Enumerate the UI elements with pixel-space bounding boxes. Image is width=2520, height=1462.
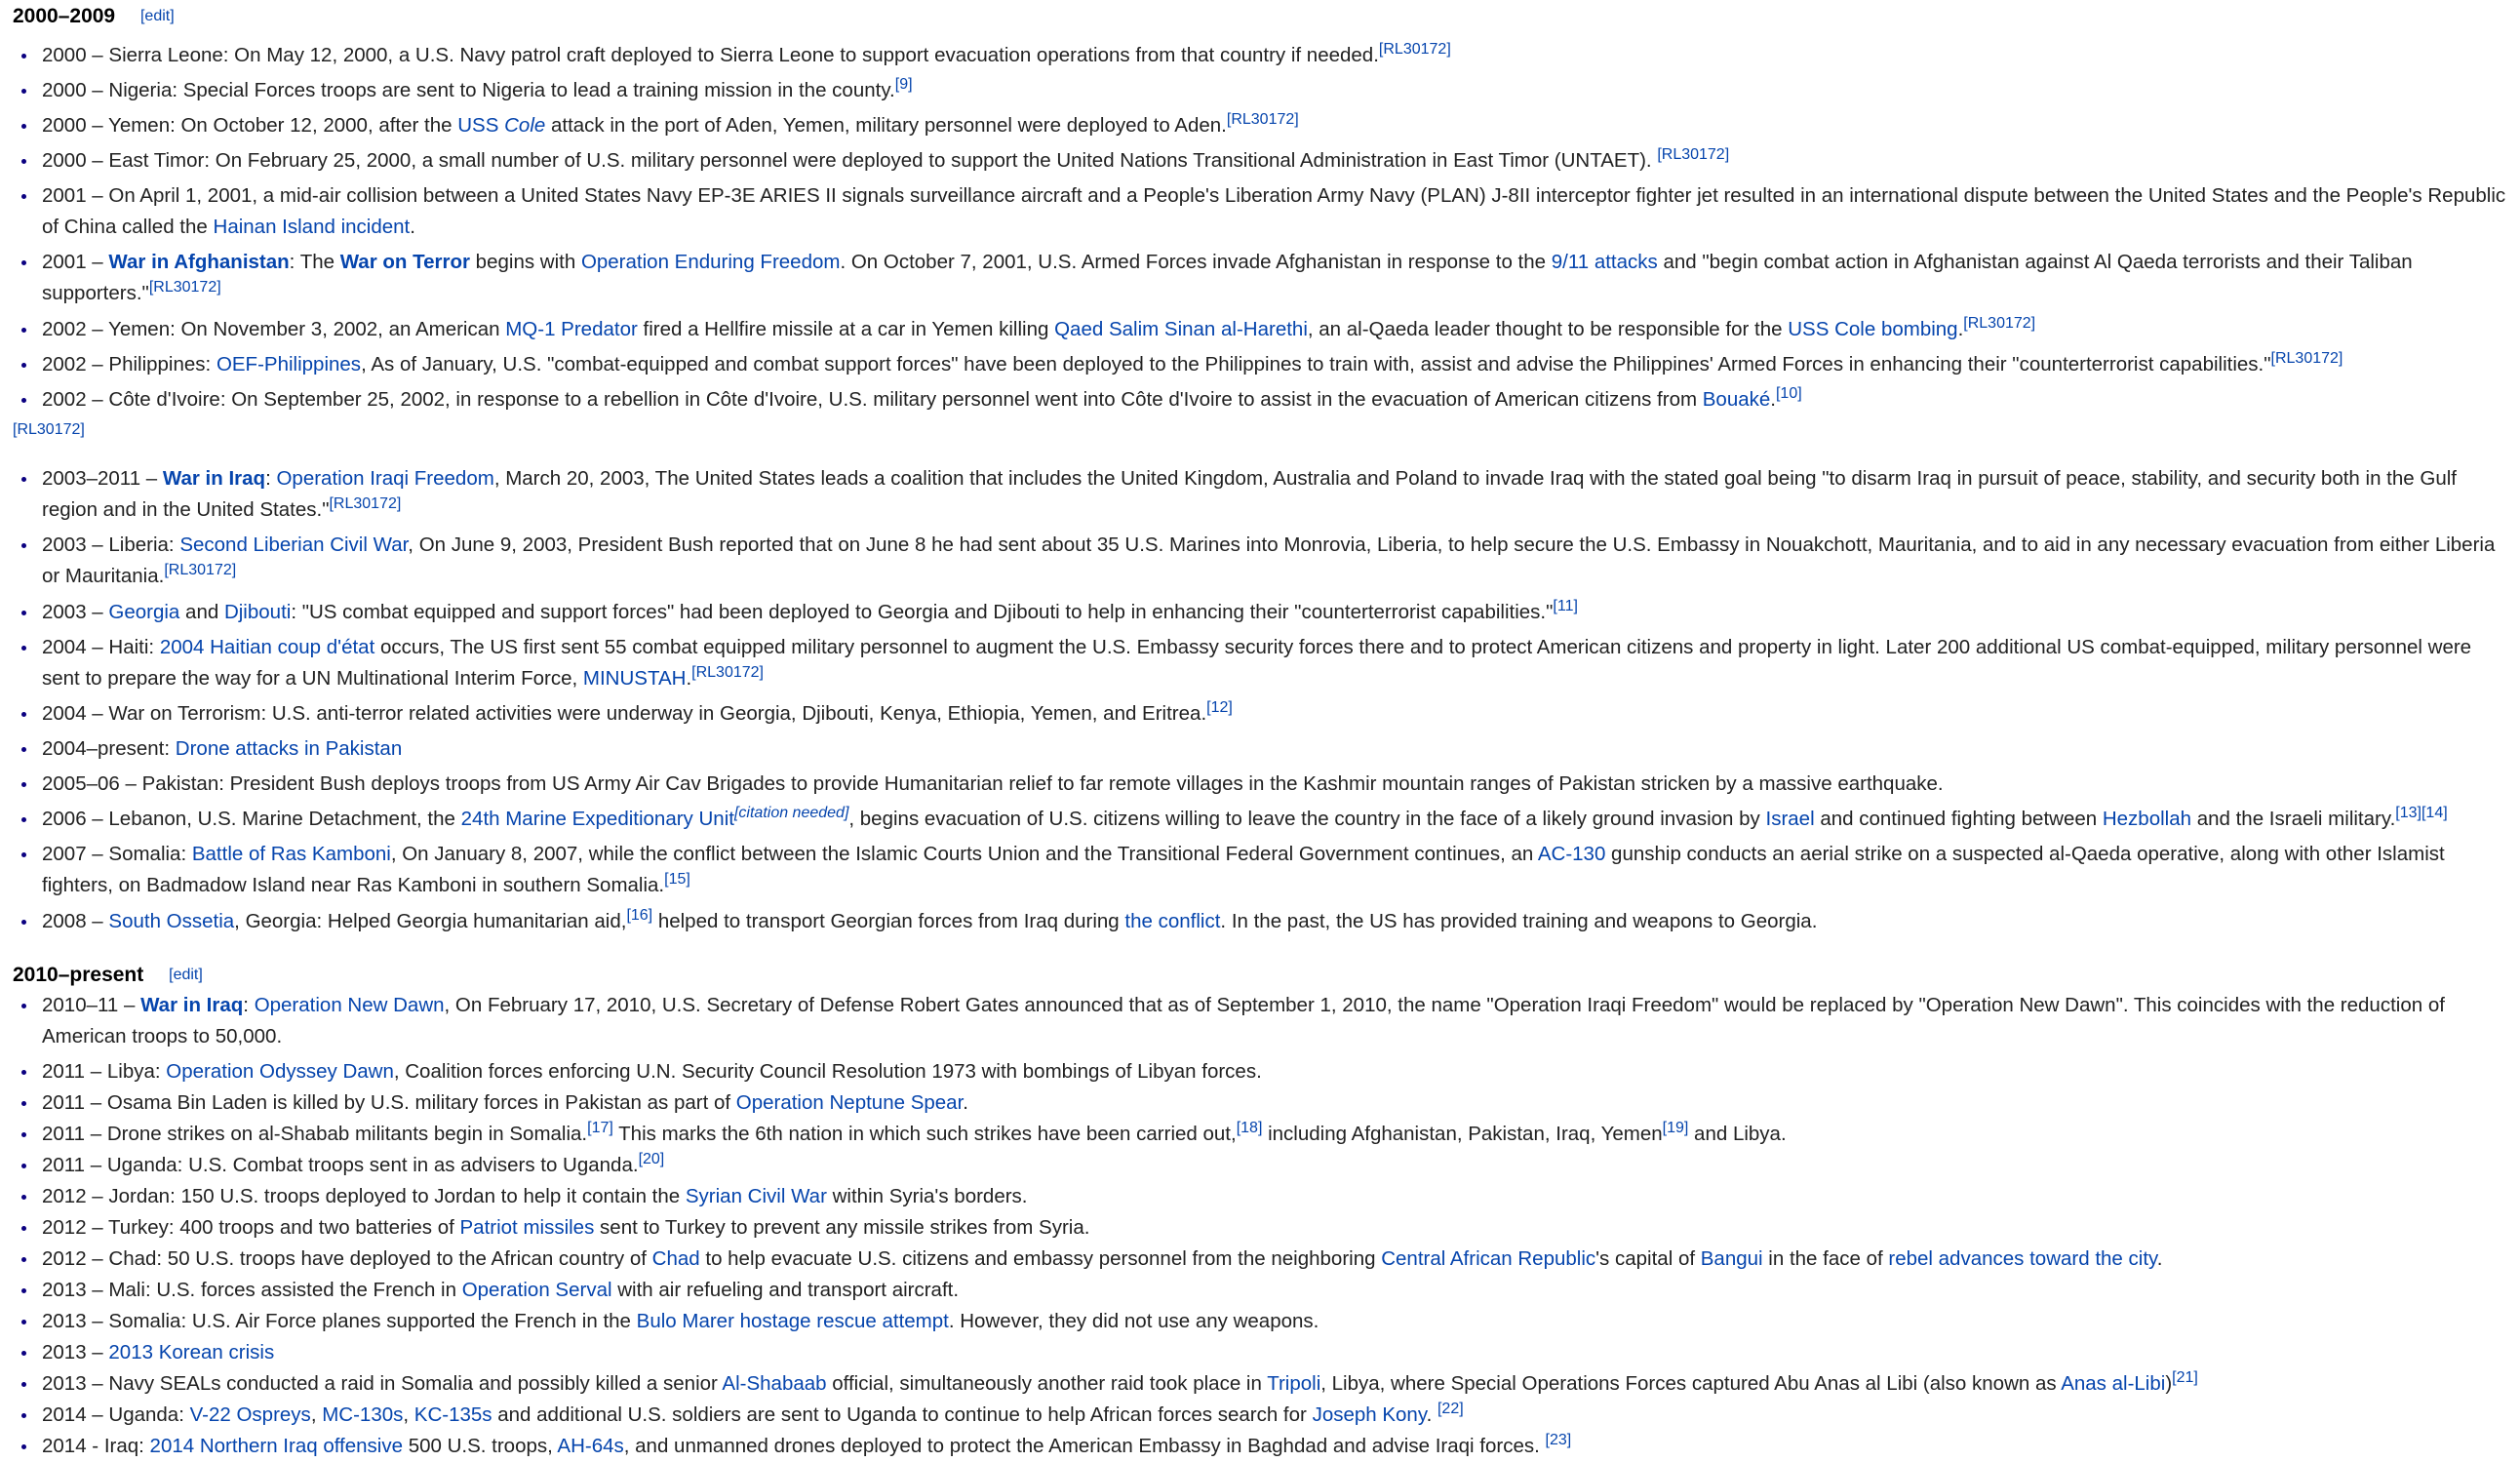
list-item [42, 1181, 2507, 1212]
article-link[interactable]: Operation Neptune Spear [735, 1091, 964, 1114]
item-text: within Syria's borders. [826, 1185, 1028, 1207]
article-link[interactable]: Operation Iraqi Freedom [276, 467, 494, 490]
article-link[interactable]: rebel advances toward the city [1888, 1247, 2157, 1270]
item-text: 2000 – East Timor: On February 25, 2000, a small number of U.S. military personnel were deployed to support the United Nations Transitional Administration in East Timor (UNTAET). [42, 149, 1658, 172]
item-text: . [2156, 1247, 2163, 1270]
item-text: sent to Turkey to prevent any missile strikes from Syria. [594, 1216, 1090, 1239]
item-text: , March 20, 2003, The United States leads a coalition that includes the United Kingdom, Australia and Poland to invade Iraq with the stated goal being "to disarm Iraq in pursuit of peace, stability, and security both in the Gulf region and in the United States." [42, 467, 2457, 521]
item-text: 2003 – [42, 601, 109, 623]
article-link[interactable]: War in Iraq [162, 467, 266, 490]
list-item [42, 1337, 2507, 1368]
citation-link[interactable]: [RL30172] [1963, 315, 2036, 332]
article-link[interactable]: Second Liberian Civil War [179, 533, 409, 556]
citation-link[interactable]: [10] [1775, 385, 1802, 402]
list-bullet [21, 1101, 26, 1106]
article-link[interactable]: OEF-Philippines [216, 353, 362, 375]
citation-link[interactable]: [11] [1553, 598, 1578, 614]
list-bullet [21, 398, 26, 403]
list-item [42, 1150, 2507, 1181]
item-text: . [1770, 388, 1776, 411]
list-bullet [21, 477, 26, 482]
reference-link[interactable]: [RL30172] [13, 421, 85, 438]
item-text: gunship conducts an aerial strike on a suspected al-Qaeda operative, along with other Islamist fighters, on Badmadow Island near Ras Kamboni in southern Somalia. [42, 843, 2445, 896]
article-link[interactable]: MQ-1 Predator [505, 318, 638, 340]
item-text: 's capital of [1595, 1247, 1701, 1270]
item-text: and [179, 601, 224, 623]
item-text: 2004 – War on Terrorism: U.S. anti-terror related activities were underway in Georgia, Djibouti, Kenya, Ethiopia, Yemen, and Eritrea. [42, 702, 1207, 725]
item-text: . [1957, 318, 1964, 340]
list-item [42, 1306, 2507, 1337]
list-bullet [21, 1288, 26, 1293]
list-bullet [21, 89, 26, 94]
article-link[interactable]: War in Iraq [140, 994, 244, 1016]
item-text: helped to transport Georgian forces from Iraq during [652, 910, 1125, 932]
item-text: 2012 – Turkey: 400 troops and two batteries of [42, 1216, 460, 1239]
citation-link[interactable]: [RL30172] [164, 562, 237, 578]
article-link[interactable]: War on Terror [339, 251, 470, 273]
article-link[interactable]: Israel [1765, 808, 1815, 830]
article-link[interactable]: Djibouti [223, 601, 292, 623]
list-bullet [21, 260, 26, 265]
list-bullet [21, 1070, 26, 1075]
list-bullet [21, 1320, 26, 1324]
item-text: This marks the 6th nation in which such strikes have been carried out, [612, 1123, 1237, 1145]
list-bullet [21, 194, 26, 199]
citation-link[interactable]: [19] [1662, 1120, 1689, 1136]
list-item [42, 1119, 2507, 1150]
list-bullet [21, 1132, 26, 1137]
item-text: ) [2165, 1372, 2173, 1395]
item-text: to help evacuate U.S. citizens and embassy personnel from the neighboring [699, 1247, 1382, 1270]
list-item [42, 698, 2507, 730]
item-text: , an al-Qaeda leader thought to be responsible for the [1307, 318, 1789, 340]
item-text: and "begin combat action in Afghanistan against Al Qaeda terrorists and their Taliban supporters." [42, 251, 2413, 304]
article-link[interactable]: USS Cole bombing [1788, 318, 1958, 340]
citation-link[interactable]: [RL30172] [2270, 350, 2343, 367]
list-bullet [21, 1413, 26, 1418]
section-heading-2000-2009 [13, 6, 175, 26]
article-link[interactable]: Joseph Kony [1312, 1403, 1427, 1426]
article-link[interactable]: Anas al-Libi [2061, 1372, 2166, 1395]
item-text: , As of January, U.S. "combat-equipped and combat support forces" have been deployed to the Philippines to train with, assist and advise the Philippines' Armed Forces in enhancing their "counterterrorist capabilities." [361, 353, 2271, 375]
item-text: begins with [469, 251, 581, 273]
article-link[interactable]: the conflict [1124, 910, 1221, 932]
citation-link[interactable]: [17] [587, 1120, 613, 1136]
item-text: , On June 9, 2003, President Bush reported that on June 8 he had sent about 35 U.S. Marines into Monrovia, Liberia, to help secure the U.S. Embassy in Nouakchott, Mauritania, and to aid in any necessary evacuation from either Liberia or Mauritania. [42, 533, 2496, 587]
item-text: 2013 – Navy SEALs conducted a raid in Somalia and possibly killed a senior [42, 1372, 723, 1395]
list-item [42, 1275, 2507, 1306]
list-item [42, 110, 2507, 141]
list-item [42, 1087, 2507, 1119]
list-item [42, 384, 2507, 415]
item-text: . [963, 1091, 968, 1114]
article-link[interactable]: War in Afghanistan [108, 251, 290, 273]
item-text: and continued fighting between [1814, 808, 2103, 830]
item-text: 2014 – Uganda: [42, 1403, 190, 1426]
article-link[interactable]: Qaed Salim Sinan al-Harethi [1054, 318, 1308, 340]
list-bullet [21, 611, 26, 615]
article-link[interactable]: V-22 Ospreys [189, 1403, 311, 1426]
item-text: 2011 – Libya: [42, 1060, 167, 1083]
item-text: 2000 – Yemen: On October 12, 2000, after the [42, 114, 458, 137]
citation-link[interactable]: [12] [1206, 699, 1233, 716]
article-link[interactable]: Patriot missiles [459, 1216, 595, 1239]
item-text: , Libya, where Special Operations Forces captured Abu Anas al Libi (also known as [1320, 1372, 2062, 1395]
item-text: 2001 – [42, 251, 109, 273]
item-text: 2011 – Osama Bin Laden is killed by U.S. military forces in Pakistan as part of [42, 1091, 736, 1114]
citation-link[interactable]: [RL30172] [691, 664, 764, 681]
article-link[interactable]: Drone attacks in Pakistan [175, 737, 403, 760]
citation-link[interactable]: [15] [664, 871, 690, 888]
article-link[interactable]: Operation Enduring Freedom [580, 251, 841, 273]
article-link[interactable]: Al-Shabaab [722, 1372, 827, 1395]
list-bullet [21, 124, 26, 129]
article-link[interactable]: Syrian Civil War [685, 1185, 827, 1207]
item-text: . However, they did not use any weapons. [948, 1310, 1319, 1332]
list-item [42, 145, 2507, 177]
list-bullet [21, 543, 26, 548]
item-text: 2011 – Drone strikes on al-Shabab militants begin in Somalia. [42, 1123, 588, 1145]
article-link[interactable]: 2004 Haitian coup d'état [159, 636, 375, 658]
item-text: 2004–present: [42, 737, 176, 760]
list-item [42, 1368, 2507, 1400]
item-text: , and unmanned drones deployed to protect the American Embassy in Baghdad and advise Iraqi forces. [623, 1435, 1546, 1457]
item-text: official, simultaneously another raid took place in [826, 1372, 1268, 1395]
edit-section-link[interactable]: [edit] [139, 8, 175, 24]
article-link[interactable]: USS Cole [457, 114, 546, 137]
list-bullet [21, 1444, 26, 1449]
item-text: 2002 – Côte d'Ivoire: On September 25, 2002, in response to a rebellion in Côte d'Ivoire, U.S. military personnel went into Côte d'Ivoire to assist in the evacuation of American citizens from [42, 388, 1703, 411]
list-bullet [21, 646, 26, 651]
citation-link[interactable]: [9] [894, 76, 913, 93]
item-text: 2014 - Iraq: [42, 1435, 150, 1457]
list-bullet [21, 817, 26, 822]
list-item [42, 632, 2507, 694]
list-bullet [21, 1195, 26, 1200]
item-text: occurs, The US first sent 55 combat equipped military personnel to augment the U.S. Embassy security forces there and to protect American citizens and property in light. Later 200 additional US combat-equipped, military personnel were sent to prepare the way for a UN Multinational Interim Force, [42, 636, 2472, 690]
list-item [42, 804, 2507, 835]
list-bullet [21, 852, 26, 857]
list-bullet [21, 712, 26, 717]
item-text: . In the past, the US has provided training and weapons to Georgia. [1220, 910, 1818, 932]
item-text: 2002 – Philippines: [42, 353, 217, 375]
list-item [42, 1400, 2507, 1431]
list-bullet [21, 159, 26, 164]
item-text: 2000 – Sierra Leone: On May 12, 2000, a U.S. Navy patrol craft deployed to Sierra Leone to support evacuation operations from that country if needed. [42, 44, 1379, 66]
article-link[interactable]: Chad [651, 1247, 700, 1270]
item-text: and Libya. [1688, 1123, 1787, 1145]
item-text: 2013 – Mali: U.S. forces assisted the French in [42, 1279, 462, 1301]
article-link[interactable]: 2013 Korean crisis [108, 1341, 275, 1363]
article-link[interactable]: KC-135s [413, 1403, 492, 1426]
item-text: , [310, 1403, 323, 1426]
article-link[interactable]: Operation Serval [461, 1279, 612, 1301]
item-text: , begins evacuation of U.S. citizens willing to leave the country in the face of a likely ground invasion by [848, 808, 1766, 830]
citation-link[interactable]: [RL30172] [1226, 111, 1299, 128]
item-text: , [403, 1403, 414, 1426]
item-text: . [410, 216, 415, 238]
item-text: 2013 – Somalia: U.S. Air Force planes supported the French in the [42, 1310, 637, 1332]
article-link[interactable]: Hezbollah [2102, 808, 2192, 830]
item-text: 2005–06 – Pakistan: President Bush deploys troops from US Army Air Cav Brigades to provide Humanitarian relief to far remote villages in the Kashmir mountain ranges of Pakistan stricken by a massive earthquake. [42, 772, 1944, 795]
article-link[interactable]: Bangui [1700, 1247, 1763, 1270]
item-text: 2011 – Uganda: U.S. Combat troops sent in as advisers to Uganda. [42, 1154, 639, 1176]
list-item [42, 530, 2507, 592]
citation-link[interactable]: [13][14] [2395, 805, 2448, 821]
citation-link[interactable]: [RL30172] [148, 279, 221, 296]
list-item [42, 990, 2507, 1052]
article-link[interactable]: Georgia [108, 601, 180, 623]
item-text: 2008 – [42, 910, 109, 932]
list-item [42, 180, 2507, 243]
citation-link[interactable]: [20] [638, 1151, 665, 1167]
item-text: : "US combat equipped and support forces" had been deployed to Georgia and Djibouti to help in enhancing their "counterterrorist capabilities." [291, 601, 1554, 623]
item-text: . [686, 667, 692, 690]
item-text: and the Israeli military. [2191, 808, 2396, 830]
article-link[interactable]: Battle of Ras Kamboni [191, 843, 391, 865]
list-bullet [21, 1004, 26, 1008]
item-text: 2001 – On April 1, 2001, a mid-air collision between a United States Navy EP-3E ARIES II signals surveillance aircraft and a People's Liberation Army Navy (PLAN) J-8II interceptor fighter jet resulted in an international dispute between the United States and the People's Republic of China called the [42, 184, 2506, 238]
section-title: 2000–2009 [13, 5, 116, 27]
item-text: , Coalition forces enforcing U.N. Security Council Resolution 1973 with bombings of Libyan forces. [393, 1060, 1262, 1083]
section-heading-2010-present [13, 965, 203, 985]
list-item [42, 769, 2507, 800]
list-bullet [21, 747, 26, 752]
article-link[interactable]: MINUSTAH [582, 667, 687, 690]
item-text: , On February 17, 2010, U.S. Secretary of Defense Robert Gates announced that as of September 1, 2010, the name "Operation Iraqi Freedom" would be replaced by "Operation New Dawn". This coincides with the reduction of American troops to 50,000. [42, 994, 2445, 1047]
list-item [42, 839, 2507, 901]
citation-link[interactable]: [RL30172] [1657, 146, 1730, 163]
citation-link[interactable]: [citation needed] [733, 805, 849, 821]
item-text: 2004 – Haiti: [42, 636, 160, 658]
list-item [42, 1244, 2507, 1275]
list-bullet [21, 1226, 26, 1231]
article-link[interactable]: 24th Marine Expeditionary Unit [460, 808, 734, 830]
article-link[interactable]: MC-130s [322, 1403, 404, 1426]
item-text: 2012 – Chad: 50 U.S. troops have deployed to the African country of [42, 1247, 652, 1270]
item-text: fired a Hellfire missile at a car in Yemen killing [637, 318, 1055, 340]
article-link[interactable]: AH-64s [557, 1435, 624, 1457]
list-bullet [21, 1257, 26, 1262]
item-text: , On January 8, 2007, while the conflict between the Islamic Courts Union and the Transitional Federal Government continues, an [390, 843, 1538, 865]
item-text: 2012 – Jordan: 150 U.S. troops deployed to Jordan to help it contain the [42, 1185, 686, 1207]
item-text: 2003–2011 – [42, 467, 163, 490]
list-bullet [21, 782, 26, 787]
article-link[interactable]: Bulo Marer hostage rescue attempt [636, 1310, 949, 1332]
list-bullet [21, 363, 26, 368]
list-bullet [21, 920, 26, 925]
section-title: 2010–present [13, 964, 144, 986]
list-item [42, 733, 2507, 765]
article-link[interactable]: 9/11 attacks [1551, 251, 1658, 273]
item-text: 2003 – Liberia: [42, 533, 180, 556]
list-item [42, 1431, 2507, 1462]
citation-link[interactable]: [18] [1236, 1120, 1263, 1136]
item-text: with air refueling and transport aircraft. [611, 1279, 960, 1301]
list-item [42, 597, 2507, 628]
article-link[interactable]: Tripoli [1267, 1372, 1321, 1395]
item-text: 2013 – [42, 1341, 109, 1363]
item-text: including Afghanistan, Pakistan, Iraq, Yemen [1262, 1123, 1663, 1145]
article-link[interactable]: Hainan Island incident [213, 216, 411, 238]
item-text: 500 U.S. troops, [403, 1435, 558, 1457]
item-text: : The [289, 251, 340, 273]
list-item [42, 349, 2507, 380]
list-item [42, 40, 2507, 71]
item-text: : [265, 467, 277, 490]
citation-link[interactable]: [22] [1437, 1401, 1464, 1417]
item-text: and additional U.S. soldiers are sent to Uganda to continue to help African forces search for [492, 1403, 1313, 1426]
article-link[interactable]: Central African Republic [1381, 1247, 1596, 1270]
item-text: 2002 – Yemen: On November 3, 2002, an American [42, 318, 506, 340]
item-text: 2006 – Lebanon, U.S. Marine Detachment, the [42, 808, 461, 830]
list-bullet [21, 54, 26, 59]
list-item [42, 1056, 2507, 1087]
citation-link[interactable]: [RL30172] [329, 495, 402, 512]
item-text: in the face of [1762, 1247, 1889, 1270]
list-bullet [21, 1382, 26, 1387]
item-text: 2010–11 – [42, 994, 141, 1016]
item-text: attack in the port of Aden, Yemen, military personnel were deployed to Aden. [545, 114, 1227, 137]
article-link[interactable]: Operation Odyssey Dawn [166, 1060, 394, 1083]
citation-link[interactable]: [RL30172] [1378, 41, 1451, 58]
item-text: 2007 – Somalia: [42, 843, 192, 865]
list-item [42, 1212, 2507, 1244]
list-item [42, 906, 2507, 937]
list-item [42, 75, 2507, 106]
item-text: 2000 – Nigeria: Special Forces troops are sent to Nigeria to lead a training mission in the county. [42, 79, 895, 101]
citation-link[interactable]: [21] [2172, 1369, 2198, 1386]
list-bullet [21, 1351, 26, 1356]
citation-link[interactable]: [16] [626, 907, 653, 924]
list-item [42, 314, 2507, 345]
item-text: : [243, 994, 255, 1016]
item-text: . On October 7, 2001, U.S. Armed Forces invade Afghanistan in response to the [840, 251, 1552, 273]
list-item [42, 247, 2507, 309]
citation-link[interactable]: [23] [1545, 1432, 1572, 1448]
article-link[interactable]: Operation New Dawn [254, 994, 445, 1016]
article-link[interactable]: AC-130 [1537, 843, 1606, 865]
list-bullet [21, 1164, 26, 1168]
edit-section-link[interactable]: [edit] [169, 967, 203, 983]
item-text: . [1426, 1403, 1437, 1426]
list-bullet [21, 328, 26, 333]
article-link[interactable]: 2014 Northern Iraq offensive [149, 1435, 403, 1457]
item-text: , Georgia: Helped Georgia humanitarian aid, [234, 910, 627, 932]
article-link[interactable]: Bouaké [1702, 388, 1771, 411]
article-link[interactable]: South Ossetia [108, 910, 235, 932]
list-item [42, 463, 2507, 526]
